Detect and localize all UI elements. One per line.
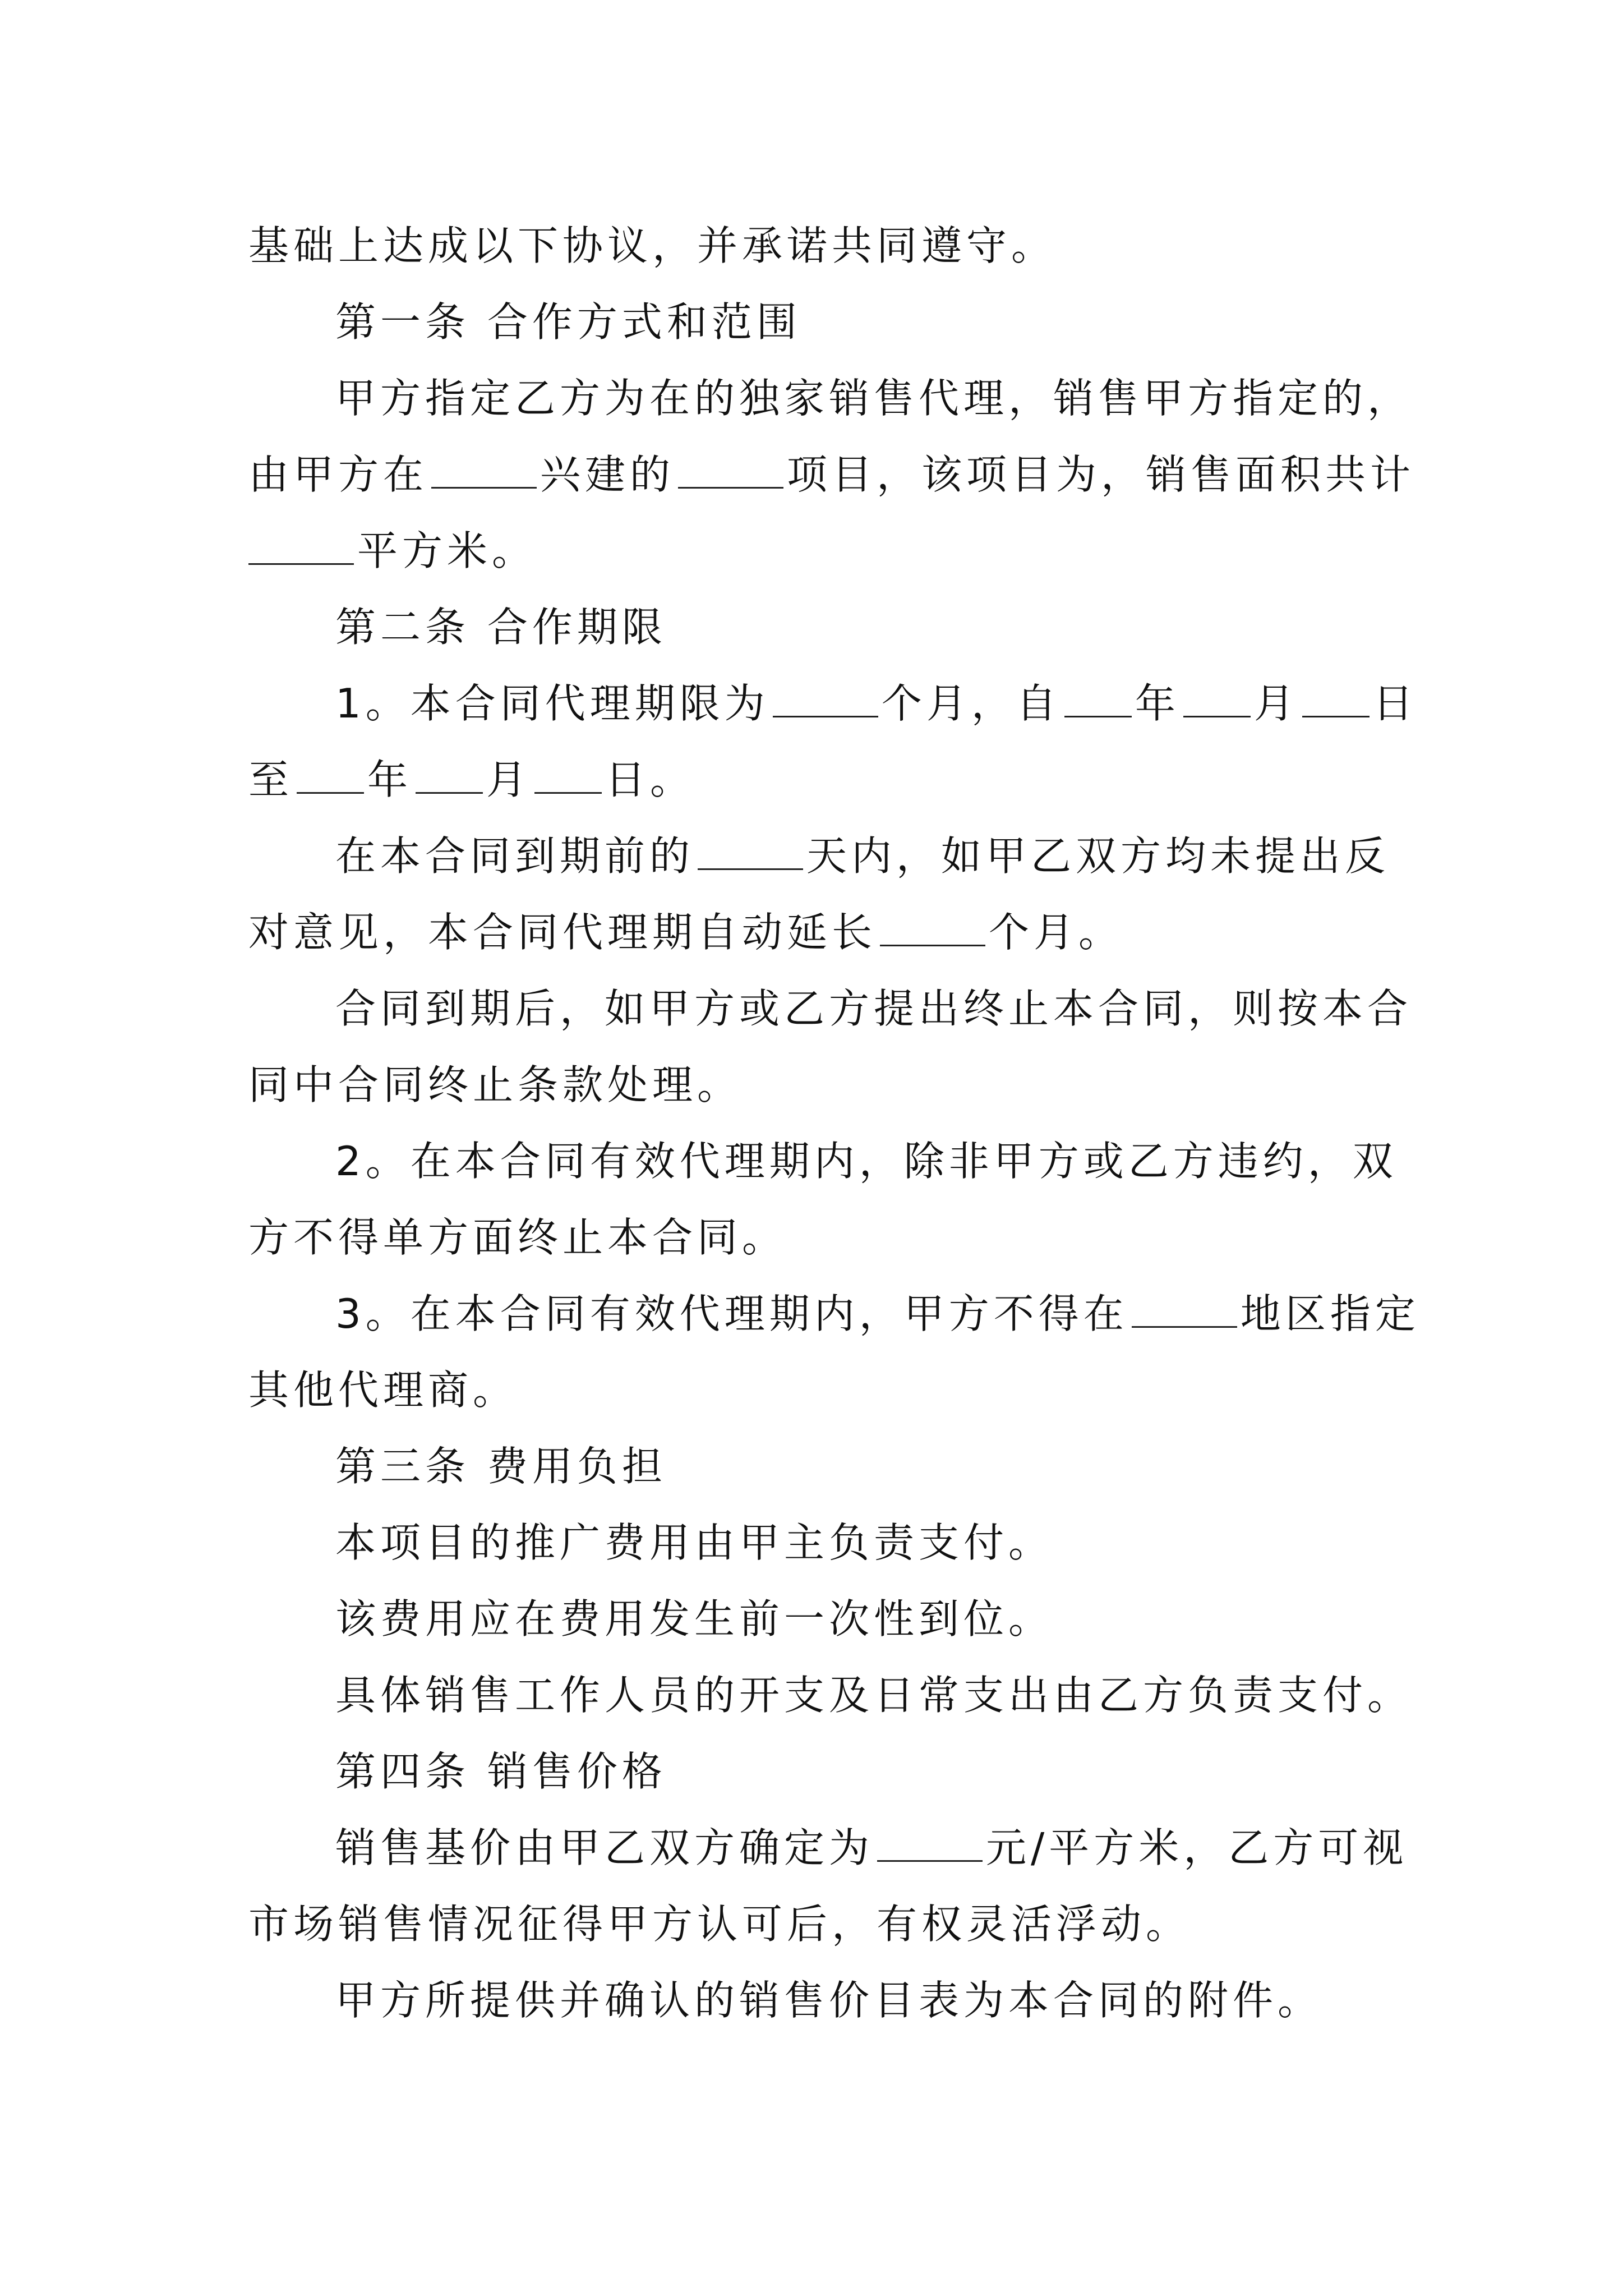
- text-segment: 项目，该项目为，销售面积共计: [787, 451, 1415, 498]
- blank-field: [880, 928, 985, 946]
- text-segment: 甲方指定乙方为在的独家销售代理，销售甲方指定的，: [335, 375, 1413, 422]
- text-segment: 月: [486, 756, 532, 803]
- document-body: [248, 208, 1449, 2039]
- text-segment: 年: [367, 756, 413, 803]
- text-line: [248, 1123, 1449, 1199]
- text-segment: 甲方所提供并确认的销售价目表为本合同的附件。: [335, 1977, 1323, 2024]
- text-segment: 兴建的: [540, 451, 675, 498]
- text-segment: 个月。: [989, 909, 1124, 956]
- text-line: [248, 436, 1449, 513]
- text-segment: 日: [1372, 680, 1418, 727]
- text-segment: 第二条 合作期限: [335, 604, 667, 651]
- blank-field: [1302, 699, 1370, 717]
- text-segment: 同中合同终止条款处理。: [248, 1061, 743, 1108]
- text-line: [248, 513, 1449, 589]
- blank-field: [297, 775, 364, 794]
- blank-field: [416, 775, 483, 794]
- text-line: [248, 894, 1449, 970]
- blank-field: [698, 852, 803, 870]
- text-segment: 本项目的推广费用由甲主负责支付。: [335, 1519, 1054, 1566]
- text-segment: 基础上达成以下协议，并承诺共同遵守。: [248, 222, 1057, 269]
- section-heading: [248, 1428, 1449, 1504]
- text-segment: 第四条 销售价格: [335, 1748, 667, 1795]
- blank-field: [431, 470, 537, 489]
- text-segment: 合同到期后，如甲方或乙方提出终止本合同，则按本合: [335, 985, 1413, 1032]
- text-line: [248, 1810, 1449, 1886]
- text-line: [248, 1581, 1449, 1657]
- text-segment: 个月，自: [881, 680, 1061, 727]
- blank-field: [534, 775, 602, 794]
- section-heading: [248, 284, 1449, 360]
- text-segment: 第一条 合作方式和范围: [335, 298, 801, 346]
- text-line: [248, 1886, 1449, 1962]
- text-segment: 其他代理商。: [248, 1366, 518, 1414]
- text-segment: 该费用应在费用发生前一次性到位。: [335, 1595, 1054, 1642]
- text-line: [248, 1199, 1449, 1276]
- text-line: [248, 360, 1449, 436]
- text-line: [248, 1047, 1449, 1123]
- text-segment: 对意见，本合同代理期自动延长: [248, 909, 877, 956]
- text-segment: 元/平方米，乙方可视: [986, 1824, 1408, 1871]
- text-line: [248, 818, 1449, 894]
- section-heading: [248, 1733, 1449, 1810]
- text-segment: 3。在本合同有效代理期内，甲方不得在: [335, 1290, 1128, 1337]
- blank-field: [1183, 699, 1251, 717]
- text-line: [248, 1352, 1449, 1428]
- text-segment: 地区指定: [1240, 1290, 1420, 1337]
- text-segment: 平方米。: [357, 527, 537, 574]
- text-line: [248, 208, 1449, 284]
- text-segment: 市场销售情况征得甲方认可后，有权灵活浮动。: [248, 1901, 1191, 1948]
- text-line: [248, 970, 1449, 1047]
- text-segment: 至: [248, 756, 294, 803]
- text-segment: 天内，如甲乙双方均未提出反: [806, 832, 1390, 880]
- text-segment: 日。: [605, 756, 695, 803]
- text-line: [248, 1276, 1449, 1352]
- text-line: [248, 665, 1449, 742]
- text-line: [248, 1504, 1449, 1581]
- text-line: [248, 742, 1449, 818]
- section-heading: [248, 589, 1449, 665]
- blank-field: [248, 546, 354, 565]
- blank-field: [877, 1843, 983, 1862]
- text-line: [248, 1962, 1449, 2039]
- text-segment: 销售基价由甲乙双方确定为: [335, 1824, 874, 1871]
- text-segment: 2。在本合同有效代理期内，除非甲方或乙方违约，双: [335, 1138, 1398, 1185]
- text-line: [248, 1657, 1449, 1733]
- blank-field: [1064, 699, 1132, 717]
- blank-field: [1132, 1309, 1237, 1328]
- text-segment: 年: [1135, 680, 1180, 727]
- blank-field: [773, 699, 878, 717]
- text-segment: 第三条 费用负担: [335, 1443, 667, 1490]
- text-segment: 在本合同到期前的: [335, 832, 695, 880]
- text-segment: 方不得单方面终止本合同。: [248, 1214, 787, 1261]
- text-segment: 月: [1253, 680, 1299, 727]
- text-segment: 1。本合同代理期限为: [335, 680, 769, 727]
- text-segment: 具体销售工作人员的开支及日常支出由乙方负责支付。: [335, 1672, 1413, 1719]
- text-segment: 由甲方在: [248, 451, 428, 498]
- blank-field: [678, 470, 783, 489]
